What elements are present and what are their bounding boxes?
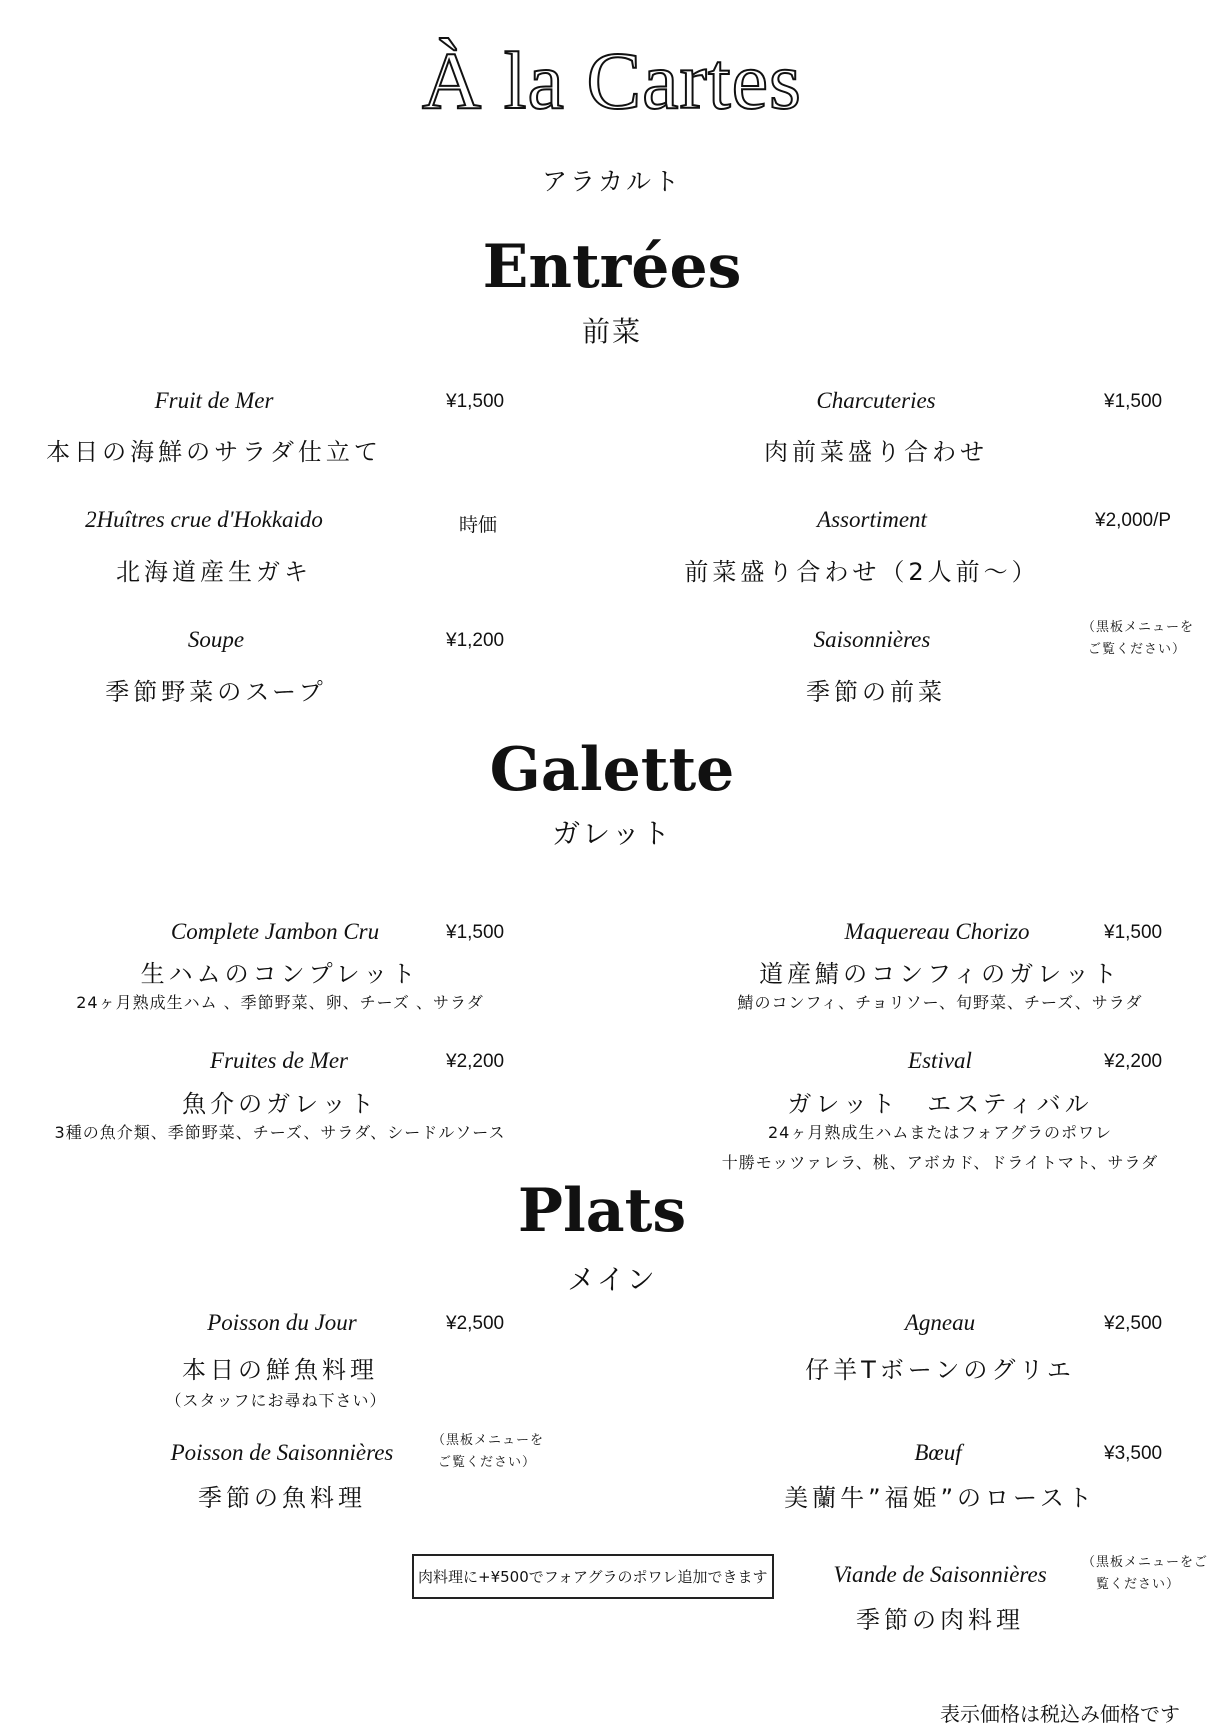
entree-6-note: （黒板メニューを ご覧ください） bbox=[1082, 620, 1195, 657]
galette-1-price: ¥1,500 bbox=[446, 922, 505, 943]
galette-3-fr: Fruites de Mer bbox=[210, 1048, 348, 1073]
entree-4-fr: Assortiment bbox=[817, 507, 927, 532]
galette-2-desc: 鯖のコンフィ、チョリソー、旬野菜、チーズ、サラダ bbox=[737, 993, 1143, 1012]
entree-6-jp: 季節の前菜 bbox=[806, 678, 946, 706]
menu-title: À la Cartes bbox=[422, 35, 802, 126]
galette-4-jp: ガレット エスティバル bbox=[787, 1090, 1093, 1118]
menu-subtitle: アラカルト bbox=[541, 167, 683, 196]
entree-4-price: ¥2,000/P bbox=[1095, 510, 1172, 531]
entree-6-fr: Saisonnières bbox=[813, 627, 931, 652]
entree-3-fr: 2Huîtres crue d'Hokkaido bbox=[85, 507, 323, 532]
entree-5-price: ¥1,200 bbox=[446, 630, 505, 651]
plat-4-price: ¥3,500 bbox=[1104, 1443, 1163, 1464]
plat-4-jp: 美蘭牛”福姫”のロースト bbox=[784, 1484, 1096, 1512]
section-subtitle-plats: メイン bbox=[567, 1263, 657, 1296]
plat-5-fr: Viande de Saisonnières bbox=[833, 1562, 1047, 1587]
plat-5-jp: 季節の肉料理 bbox=[856, 1606, 1024, 1634]
entree-5-fr: Soupe bbox=[187, 627, 245, 652]
galette-4-price: ¥2,200 bbox=[1104, 1051, 1163, 1072]
section-subtitle-galette: ガレット bbox=[552, 817, 672, 850]
plat-2-jp: 仔羊Tボーンのグリエ bbox=[805, 1356, 1075, 1384]
section-title-plats: Plats bbox=[517, 1176, 687, 1246]
galette-3-price: ¥2,200 bbox=[446, 1051, 505, 1072]
plat-2-fr: Agneau bbox=[904, 1310, 976, 1335]
galette-4-desc2: 十勝モッツァレラ、桃、アボカド、ドライトマト、サラダ bbox=[721, 1153, 1159, 1172]
entree-4-jp: 前菜盛り合わせ（2人前〜） bbox=[684, 558, 1040, 586]
galette-1-jp: 生ハムのコンプレット bbox=[140, 960, 420, 988]
galette-3-jp: 魚介のガレット bbox=[182, 1090, 378, 1118]
tax-included-note: 表示価格は税込み価格です bbox=[940, 1702, 1180, 1726]
plat-4-fr: Bœuf bbox=[914, 1440, 962, 1465]
section-subtitle-entrees: 前菜 bbox=[581, 315, 643, 348]
section-title-galette: Galette bbox=[489, 735, 735, 805]
entree-2-price: ¥1,500 bbox=[1104, 391, 1163, 412]
entree-3-jp: 北海道産生ガキ bbox=[116, 558, 312, 586]
galette-2-fr: Maquereau Chorizo bbox=[844, 919, 1030, 944]
entree-5-jp: 季節野菜のスープ bbox=[105, 678, 327, 706]
entree-1-price: ¥1,500 bbox=[446, 391, 505, 412]
plat-1-price: ¥2,500 bbox=[446, 1313, 505, 1334]
plat-2-price: ¥2,500 bbox=[1104, 1313, 1163, 1334]
entree-2-jp: 肉前菜盛り合わせ bbox=[764, 438, 988, 466]
plat-5-note: （黒板メニューをご 覧ください） bbox=[1082, 1555, 1209, 1592]
plat-1-fr: Poisson du Jour bbox=[207, 1310, 357, 1335]
plat-3-note: （黒板メニューを ご覧ください） bbox=[432, 1433, 545, 1470]
plat-1-desc: （スタッフにお尋ね下さい） bbox=[165, 1391, 387, 1410]
entree-2-fr: Charcuteries bbox=[816, 388, 936, 413]
galette-3-desc: 3種の魚介類、季節野菜、チーズ、サラダ、シードルソース bbox=[54, 1123, 506, 1142]
plat-3-fr: Poisson de Saisonnières bbox=[170, 1440, 394, 1465]
galette-1-desc: 24ヶ月熟成生ハム 、季節野菜、卵、チーズ 、サラダ bbox=[76, 993, 484, 1012]
foie-gras-addon-note: 肉料理に+¥500でフォアグラのポワレ追加できます bbox=[412, 1554, 774, 1599]
galette-2-price: ¥1,500 bbox=[1104, 922, 1163, 943]
section-title-entrees: Entrées bbox=[482, 232, 742, 302]
galette-4-desc: 24ヶ月熟成生ハムまたはフォアグラのポワレ bbox=[767, 1123, 1113, 1142]
galette-2-jp: 道産鯖のコンフィのガレット bbox=[759, 960, 1121, 988]
entree-3-price: 時価 bbox=[459, 514, 498, 536]
galette-4-fr: Estival bbox=[908, 1048, 972, 1073]
entree-1-fr: Fruit de Mer bbox=[154, 388, 274, 413]
plat-1-jp: 本日の鮮魚料理 bbox=[182, 1356, 378, 1384]
entree-1-jp: 本日の海鮮のサラダ仕立て bbox=[46, 438, 382, 466]
galette-1-fr: Complete Jambon Cru bbox=[170, 919, 380, 944]
plat-3-jp: 季節の魚料理 bbox=[198, 1484, 366, 1512]
